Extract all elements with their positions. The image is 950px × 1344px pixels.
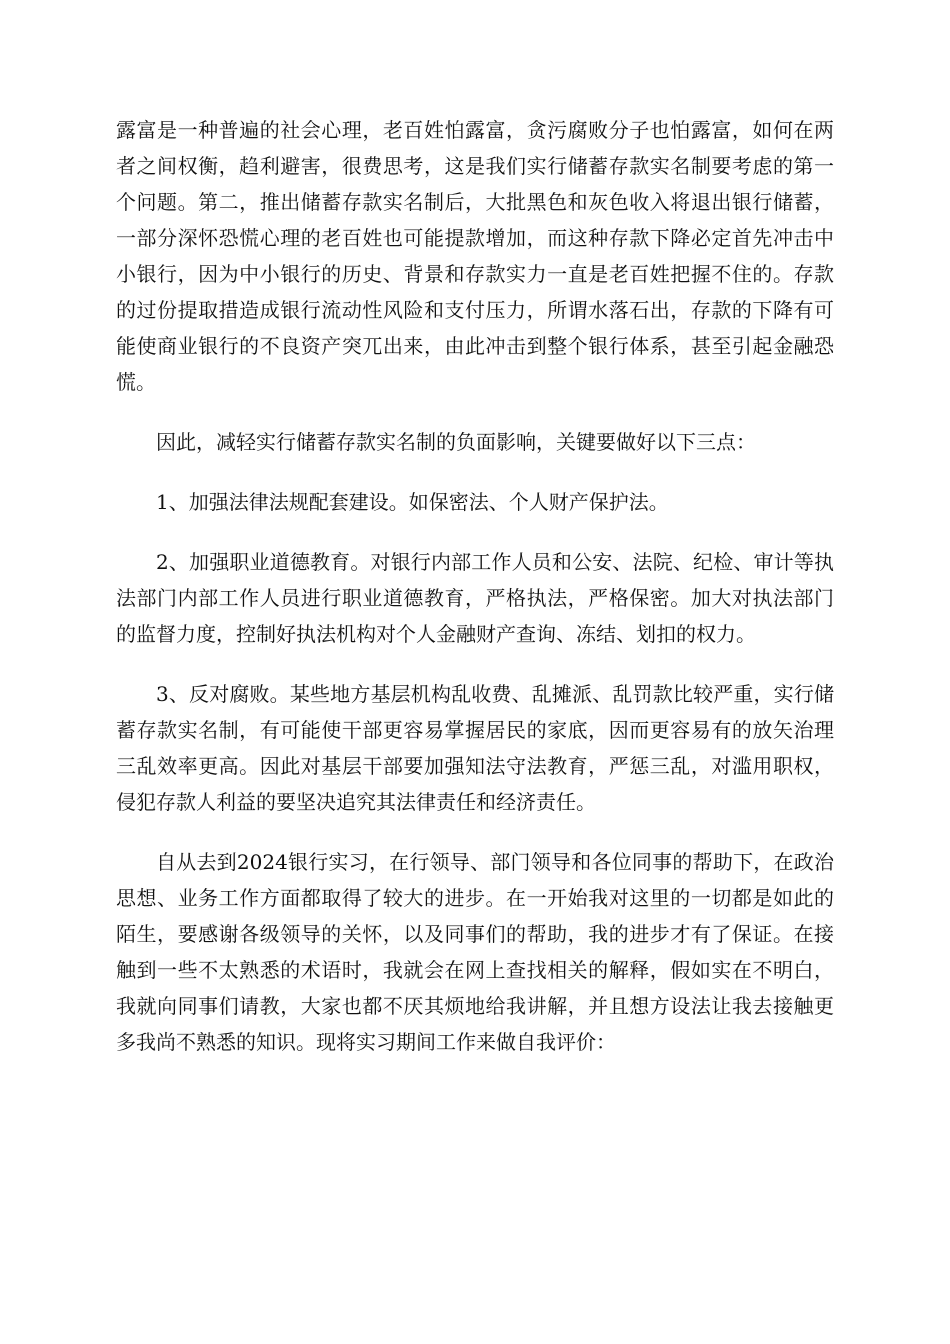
paragraph-point-2-ethics: 2、加强职业道德教育。对银行内部工作人员和公安、法院、纪检、审计等执法部门内部工作人员进行职业道德教育，严格执法，严格保密。加大对执法部门的监督力度，控制好执法机构对个人金融财产查询、冻结、划扣的权力。: [116, 550, 834, 646]
document-body: [116, 112, 834, 1084]
paragraph-internship-summary: 自从去到2024银行实习，在行领导、部门领导和各位同事的帮助下，在政治思想、业务工作方面都取得了较大的进步。在一开始我对这里的一切都是如此的陌生，要感谢各级领导的关怀，以及同事们的帮助，我的进步才有了保证。在接触到一些不太熟悉的术语时，我就会在网上查找相关的解释，假如实在不明白，我就向同事们请教，大家也都不厌其烦地给我讲解，并且想方设法让我去接触更多我尚不熟悉的知识。现将实习期间工作来做自我评价：: [116, 850, 834, 1054]
paragraph-point-1-legal: 1、加强法律法规配套建设。如保密法、个人财产保护法。: [156, 490, 669, 514]
paragraph-three-points-intro: 因此，减轻实行储蓄存款实名制的负面影响，关键要做好以下三点：: [156, 430, 756, 454]
paragraph-point-3-anticorruption: 3、反对腐败。某些地方基层机构乱收费、乱摊派、乱罚款比较严重，实行储蓄存款实名制，有可能使干部更容易掌握居民的家底，因而更容易有的放矢治理三乱效率更高。因此对基层干部要加强知法守法教育，严惩三乱，对滥用职权，侵犯存款人利益的要坚决追究其法律责任和经济责任。: [116, 682, 834, 814]
paragraph-deposit-risks: 露富是一种普遍的社会心理，老百姓怕露富，贪污腐败分子也怕露富，如何在两者之间权衡，趋利避害，很费思考，这是我们实行储蓄存款实名制要考虑的第一个问题。第二，推出储蓄存款实名制后，大批黑色和灰色收入将退出银行储蓄，一部分深怀恐慌心理的老百姓也可能提款增加，而这种存款下降必定首先冲击中小银行，因为中小银行的历史、背景和存款实力一直是老百姓把握不住的。存款的过份提取措造成银行流动性风险和支付压力，所谓水落石出，存款的下降有可能使商业银行的不良资产突兀出来，由此冲击到整个银行体系，甚至引起金融恐慌。: [116, 118, 834, 394]
